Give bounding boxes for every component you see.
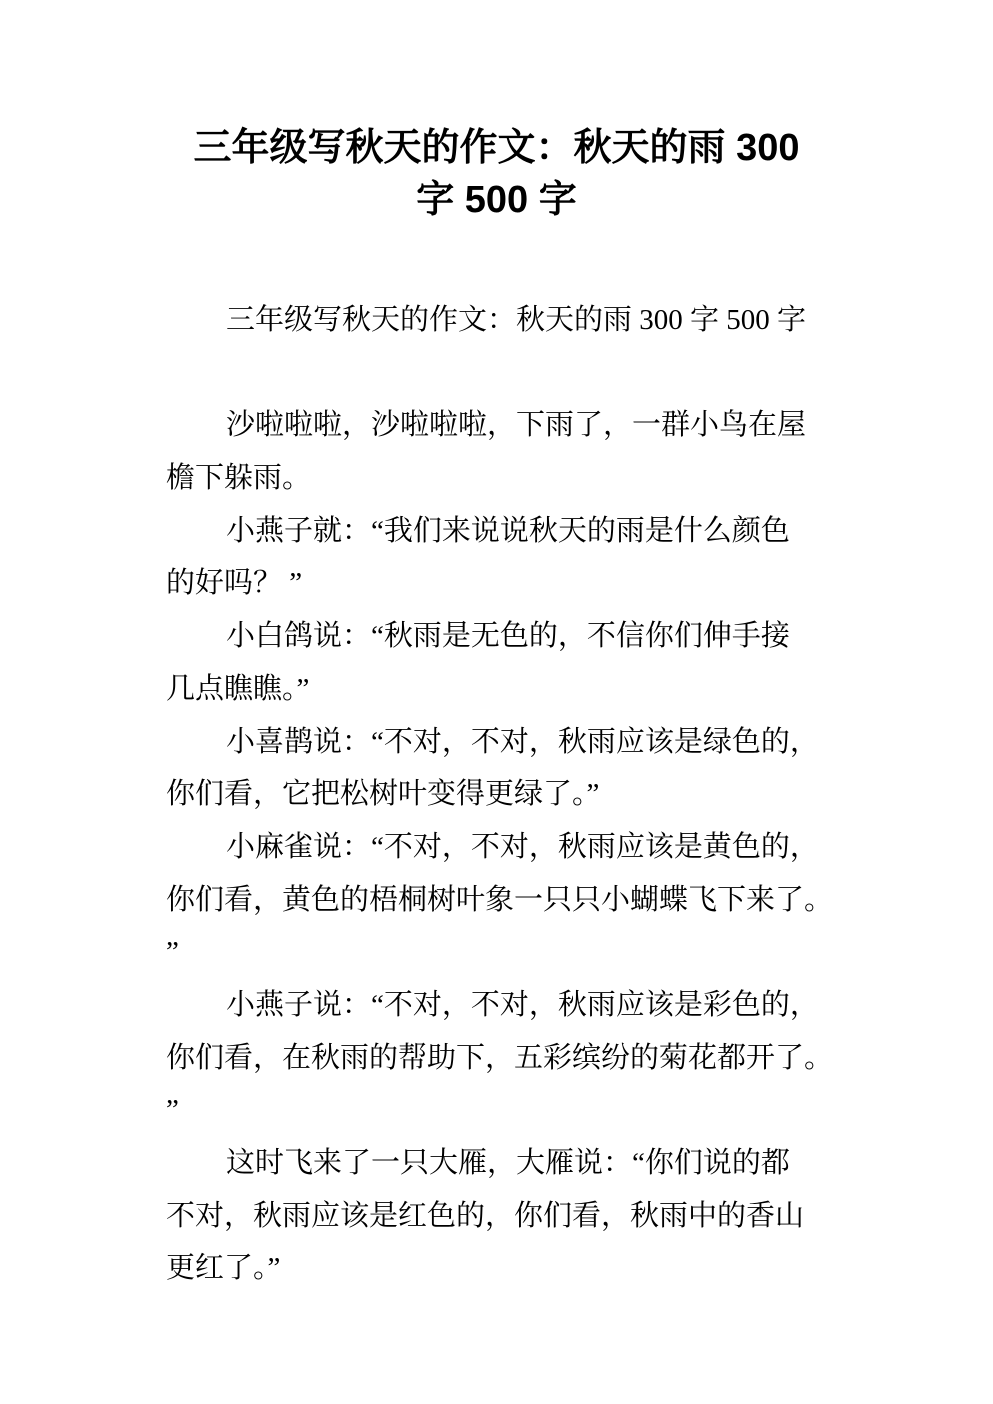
paragraph bbox=[166, 1137, 836, 1295]
paragraph-line: 不对，秋雨应该是红色的，你们看，秋雨中的香山 bbox=[166, 1199, 805, 1232]
paragraph bbox=[166, 821, 836, 979]
paragraph-line: 几点瞧瞧。” bbox=[166, 672, 310, 705]
paragraph bbox=[166, 610, 836, 715]
paragraph bbox=[166, 399, 836, 504]
paragraph-line: 这时飞来了一只大雁，大雁说：“你们说的都 bbox=[226, 1147, 790, 1179]
title-line-1: 三年级写秋天的作文：秋天的雨 300 bbox=[193, 127, 800, 169]
paragraph bbox=[166, 979, 836, 1137]
spacer bbox=[166, 347, 836, 400]
title-line-2: 字 500 字 bbox=[416, 179, 577, 221]
paragraph bbox=[166, 505, 836, 610]
paragraphs bbox=[166, 399, 836, 1295]
paragraph-line: 你们看，它把松树叶变得更绿了。” bbox=[166, 778, 600, 811]
paragraph-line: 小喜鹊说：“不对，不对，秋雨应该是绿色的， bbox=[226, 725, 819, 758]
paragraph-line: 你们看，在秋雨的帮助下，五彩缤纷的菊花都开了。 bbox=[166, 1041, 834, 1074]
paragraph-line: 沙啦啦啦，沙啦啦啦，下雨了，一群小鸟在屋 bbox=[226, 409, 807, 442]
document-title bbox=[0, 122, 993, 226]
paragraph-line: 小白鸽说：“秋雨是无色的，不信你们伸手接 bbox=[226, 620, 790, 653]
paragraph-line: 更红了。” bbox=[166, 1252, 281, 1285]
paragraph-line: ” bbox=[166, 936, 179, 969]
document-body bbox=[166, 294, 836, 1295]
paragraph-line: 檐下躲雨。 bbox=[166, 462, 312, 495]
paragraph-line: 小燕子说：“不对，不对，秋雨应该是彩色的， bbox=[226, 988, 819, 1021]
paragraph-line: ” bbox=[166, 1094, 179, 1127]
paragraph-line: 的好吗？ ” bbox=[166, 567, 303, 600]
paragraph bbox=[166, 716, 836, 821]
subtitle: 三年级写秋天的作文：秋天的雨 300 字 500 字 bbox=[226, 304, 807, 336]
paragraph-line: 你们看，黄色的梧桐树叶象一只只小蝴蝶飞下来了。 bbox=[166, 883, 834, 916]
paragraph-line: 小燕子就：“我们来说说秋天的雨是什么颜色 bbox=[226, 514, 790, 547]
paragraph-line: 小麻雀说：“不对，不对，秋雨应该是黄色的， bbox=[226, 830, 819, 863]
